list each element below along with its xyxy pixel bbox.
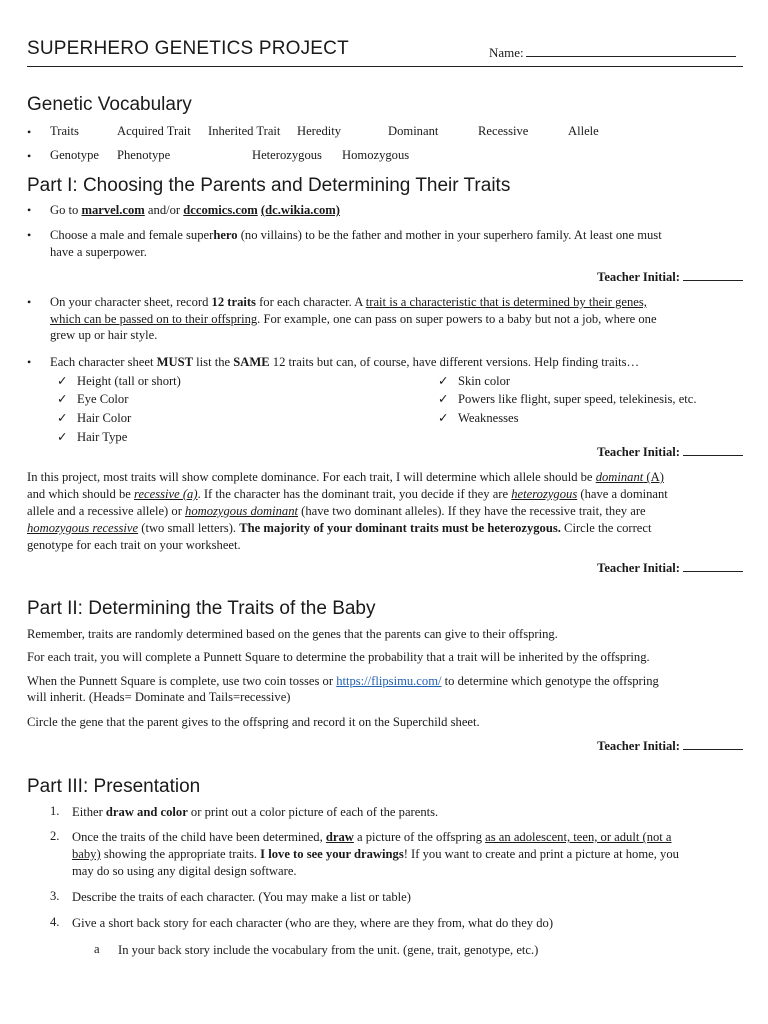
part1-bullet-choose-line2: have a superpower. <box>50 245 147 259</box>
bullet-icon: • <box>27 125 32 139</box>
name-field <box>489 44 736 61</box>
teacher-initial-3: Teacher Initial: <box>597 560 743 576</box>
part2-line5: Circle the gene that the parent gives to the offspring and record it on the Superchild sheet. <box>27 715 480 729</box>
part1-bullet-record-line1: On your character sheet, record 12 traits for each character. A trait is a characteristic that is determined by their genes, <box>50 295 647 309</box>
vocab-term: Traits <box>50 124 79 138</box>
part3-item3: Describe the traits of each character. (You may make a list or table) <box>72 890 411 904</box>
check-item: ✓ Height (tall or short) <box>57 374 181 388</box>
part2-line3: When the Punnett Square is complete, use two coin tosses or https://flipsimu.com/ to determine which genotype the offspring <box>27 674 659 688</box>
vocab-term: Dominant <box>388 124 439 138</box>
check-item: ✓ Eye Color <box>57 392 129 406</box>
bullet-icon: • <box>27 295 32 309</box>
list-letter: a <box>94 942 100 956</box>
bullet-icon: • <box>27 355 32 369</box>
name-label: Name: <box>489 45 524 60</box>
teacher-initial-2: Teacher Initial: <box>597 444 743 460</box>
dominance-paragraph-line1: In this project, most traits will show complete dominance. For each trait, I will determine which allele should be dominant (A) <box>27 470 664 484</box>
part1-heading: Part I: Choosing the Parents and Determining Their Traits <box>27 175 511 196</box>
vocab-term: Heredity <box>297 124 342 138</box>
vocab-term: Homozygous <box>342 148 410 162</box>
checkmark-icon: ✓ <box>57 374 68 388</box>
part1-bullet-record-line2: which can be passed on to their offspring. For example, one can pass on super powers to a baby but not a job, where one <box>50 312 657 326</box>
part3-heading: Part III: Presentation <box>27 776 201 797</box>
vocab-heading: Genetic Vocabulary <box>27 94 192 115</box>
checkmark-icon: ✓ <box>57 430 68 444</box>
bullet-icon: • <box>27 228 32 242</box>
dominance-paragraph-line4: homozygous recessive (two small letters). The majority of your dominant traits must be heterozygous. Circle the correct <box>27 521 652 535</box>
part1-bullet-choose-line1: Choose a male and female superhero (no villains) to be the father and mother in your superhero family. At least one must <box>50 228 662 242</box>
vocab-term: Allele <box>568 124 599 138</box>
check-item: ✓ Powers like flight, super speed, telekinesis, etc. <box>438 392 697 406</box>
dccomics-link[interactable]: dccomics.com <box>183 203 258 217</box>
flipsimu-link[interactable]: https://flipsimu.com/ <box>336 674 442 688</box>
dc-wikia-link[interactable]: (dc.wikia.com) <box>260 203 340 217</box>
part1-bullet-record-line3: grew up or hair style. <box>50 328 158 342</box>
checkmark-icon: ✓ <box>57 392 68 406</box>
vocab-term: Genotype <box>50 148 99 162</box>
initial-blank-line <box>683 269 743 281</box>
check-item: ✓ Hair Type <box>57 430 128 444</box>
list-number: 4. <box>50 915 60 929</box>
vocab-term: Acquired Trait <box>117 124 191 138</box>
initial-blank-line <box>683 560 743 572</box>
list-number: 1. <box>50 804 60 818</box>
part3-item4a: In your back story include the vocabulary from the unit. (gene, trait, genotype, etc.) <box>118 943 539 957</box>
teacher-initial-1: Teacher Initial: <box>597 269 743 285</box>
checkmark-icon: ✓ <box>57 411 68 425</box>
checkmark-icon: ✓ <box>438 411 449 425</box>
part2-line2: For each trait, you will complete a Punnett Square to determine the probability that a trait will be inherited by the offspring. <box>27 650 650 664</box>
part3-item4: Give a short back story for each character (who are they, where are they from, what do they do) <box>72 916 554 930</box>
header <box>27 36 743 67</box>
checkmark-icon: ✓ <box>438 392 449 406</box>
marvel-link[interactable]: marvel.com <box>81 203 145 217</box>
teacher-initial-4: Teacher Initial: <box>597 738 743 754</box>
part3-item2-line3: may do so using any digital design software. <box>72 864 297 878</box>
part3-item1: Either draw and color or print out a color picture of each of the parents. <box>72 805 439 819</box>
vocab-term: Inherited Trait <box>208 124 281 138</box>
bullet-icon: • <box>27 149 32 163</box>
name-blank-line <box>526 44 736 57</box>
vocab-term: Phenotype <box>117 148 171 162</box>
part3-item2-line2: baby) showing the appropriate traits. I love to see your drawings! If you want to create and print a picture at home, you <box>72 847 679 861</box>
dominance-paragraph-line5: genotype for each trait on your worksheet. <box>27 538 241 552</box>
list-number: 3. <box>50 889 60 903</box>
dominance-paragraph-line3: allele and a recessive allele) or homozygous dominant (have two dominant alleles). If they have the recessive trait, they are <box>27 504 646 518</box>
checkmark-icon: ✓ <box>438 374 449 388</box>
bullet-icon: • <box>27 203 32 217</box>
check-item: ✓ Hair Color <box>57 411 132 425</box>
dominance-paragraph-line2: and which should be recessive (a). If the character has the dominant trait, you decide if they are heterozygous (have a dominant <box>27 487 668 501</box>
vocab-term: Heterozygous <box>252 148 322 162</box>
part3-item2-line1: Once the traits of the child have been determined, draw a picture of the offspring as an adolescent, teen, or adult (not a <box>72 830 672 844</box>
part2-line4: will inherit. (Heads= Dominate and Tails=recessive) <box>27 690 291 704</box>
part1-bullet-websites: Go to marvel.com and/or dccomics.com (dc.wikia.com) <box>50 203 340 217</box>
document-title: SUPERHERO GENETICS PROJECT <box>27 38 349 59</box>
part2-heading: Part II: Determining the Traits of the Baby <box>27 598 376 619</box>
initial-blank-line <box>683 444 743 456</box>
part1-bullet-same-traits: Each character sheet MUST list the SAME 12 traits but can, of course, have different versions. Help finding traits… <box>50 355 640 369</box>
part2-line1: Remember, traits are randomly determined based on the genes that the parents can give to their offspring. <box>27 627 558 641</box>
check-item: ✓ Skin color <box>438 374 511 388</box>
vocab-term: Recessive <box>478 124 529 138</box>
list-number: 2. <box>50 829 60 843</box>
check-item: ✓ Weaknesses <box>438 411 519 425</box>
initial-blank-line <box>683 738 743 750</box>
